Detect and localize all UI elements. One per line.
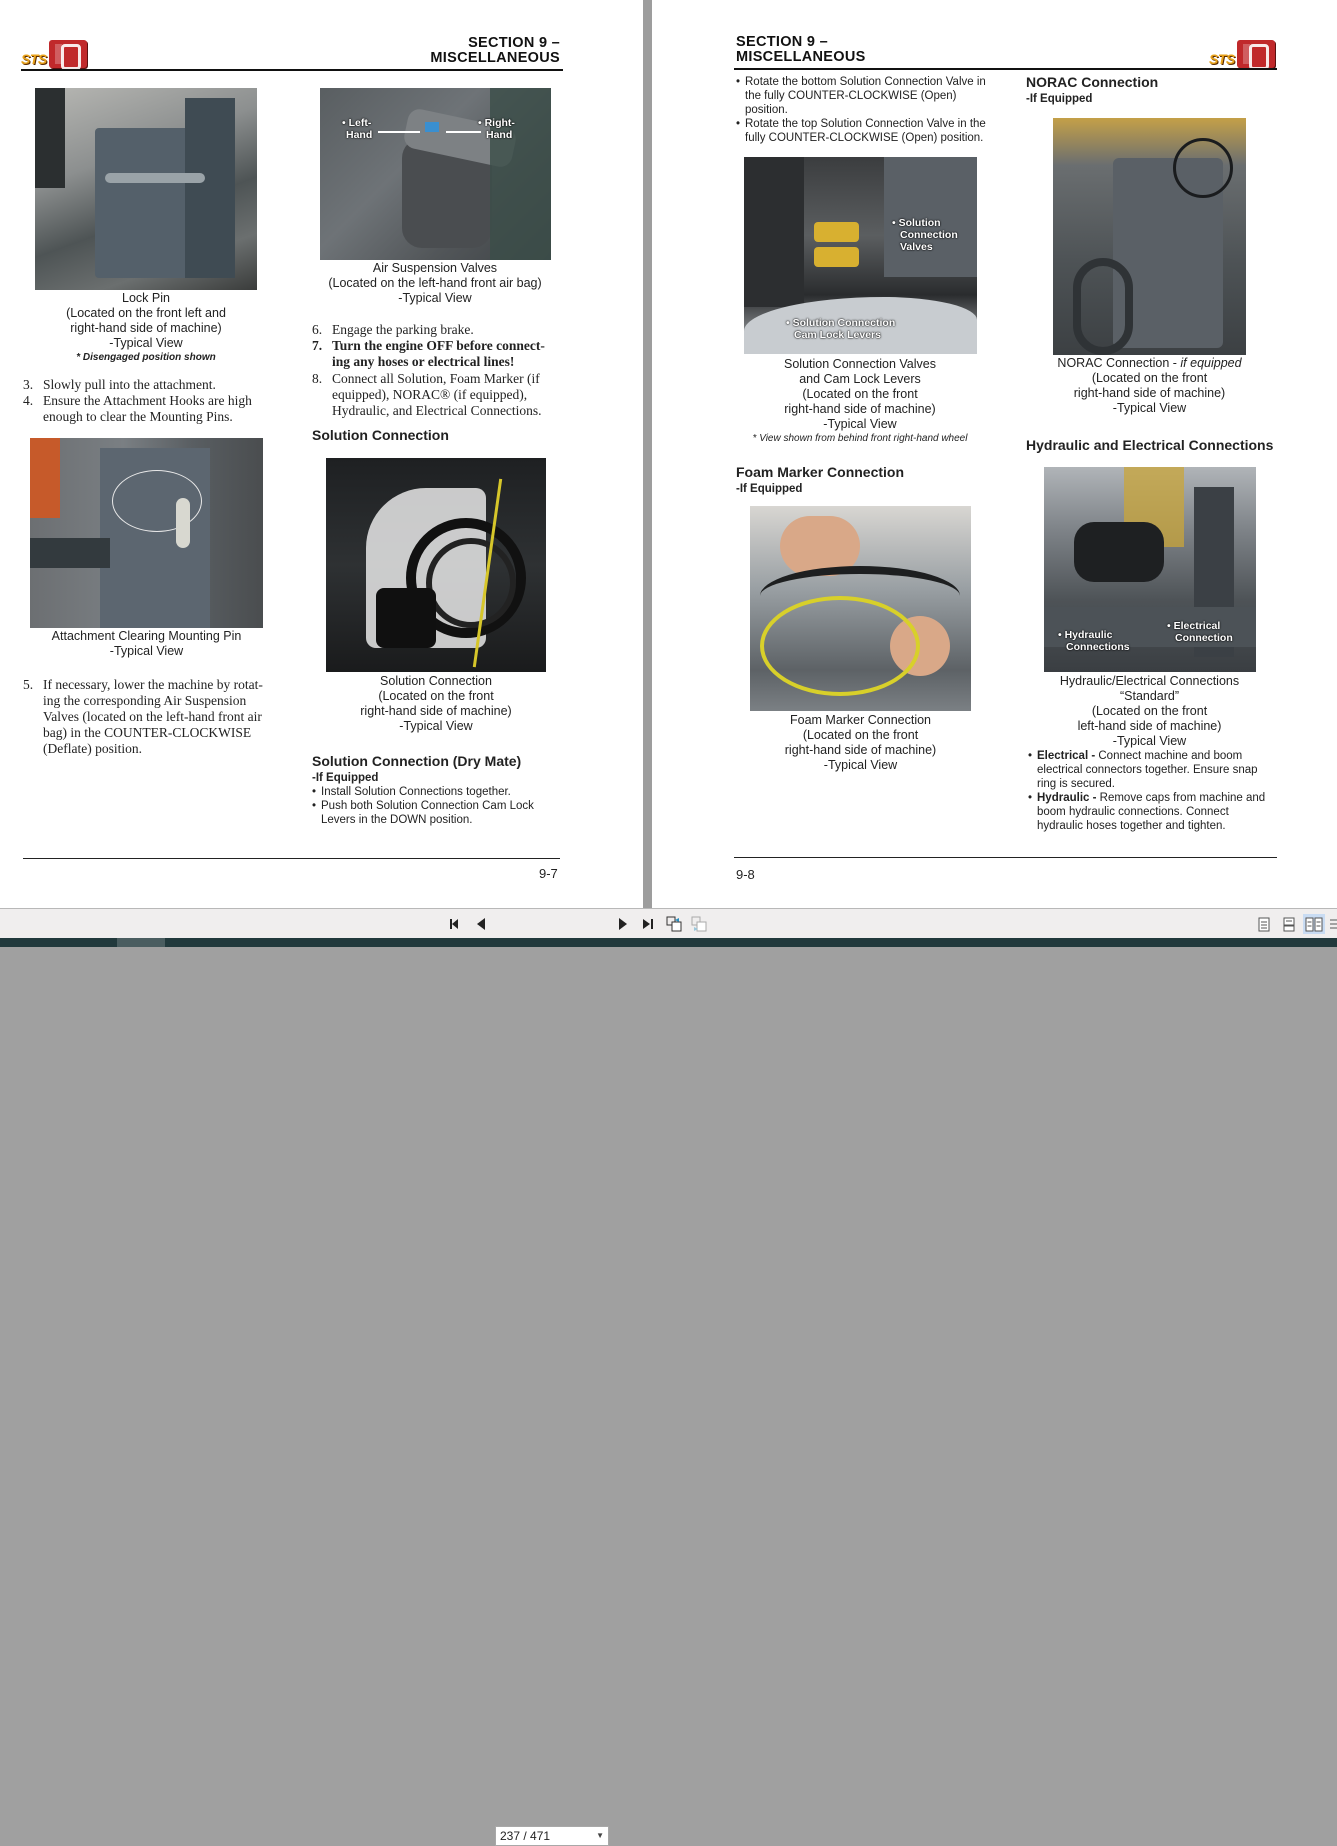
heading-norac: NORAC Connection — [1026, 74, 1159, 90]
step-3: 3. Slowly pull into the attachment. — [23, 377, 216, 392]
valve-rotation-bullets: • Rotate the bottom Solution Connection Valve in the fully COUNTER-CLOCKWISE (Open) position. • Rotate the top Solution Connection Valve in the fully COUNTER-CLOCKWISE (Open) position. — [736, 75, 986, 145]
heading-foam-marker: Foam Marker Connection — [736, 464, 905, 480]
first-page-icon — [449, 917, 463, 931]
taskbar-active-item[interactable] — [117, 938, 165, 947]
footer-rule — [23, 858, 560, 859]
cam-lock-levers-label: • Solution Connection Cam Lock Levers — [786, 317, 896, 341]
go-forward-view-button[interactable] — [690, 915, 708, 933]
viewer-toolbar — [0, 908, 1337, 1843]
hydraulic-electrical-bullets: • Electrical - Connect machine and boom electrical connectors together. Ensure snap ring is secured. • Hydraulic - Remove caps from machine and boom hydraulic connections. Connect hydraulic hoses together and tighten. — [1028, 749, 1273, 833]
right-hand-label: • Right- Hand — [478, 117, 515, 141]
lock-pin-photo — [35, 88, 257, 290]
attachment-clearing-caption: Attachment Clearing Mounting Pin -Typical View — [51, 629, 242, 658]
hydraulic-electrical-caption: Hydraulic/Electrical Connections “Standard” (Located on the front left-hand side of machine) -Typical View — [1059, 674, 1240, 748]
facing-pages-icon — [1305, 917, 1323, 932]
last-page-icon — [640, 917, 654, 931]
more-view-modes[interactable] — [1328, 914, 1337, 934]
forward-view-icon — [691, 916, 707, 932]
single-page-view-button[interactable] — [1253, 914, 1275, 934]
foam-marker-photo — [750, 506, 971, 711]
page-9-7 — [0, 0, 643, 908]
left-hand-label: • Left- Hand — [342, 117, 373, 141]
foam-if-equipped: -If Equipped — [736, 483, 803, 495]
page-number: 9-7 — [539, 866, 558, 881]
lock-pin-caption: Lock Pin (Located on the front left and right-hand side of machine) -Typical View * Disengaged position shown — [66, 291, 226, 363]
section-title: SECTION 9 – MISCELLANEOUS — [736, 34, 866, 65]
hydraulic-connections-label: • Hydraulic Connections — [1058, 629, 1130, 653]
taskbar — [0, 938, 1337, 947]
norac-caption: NORAC Connection - if equipped (Located on the front right-hand side of machine) -Typical View — [1057, 356, 1242, 415]
solution-connection-photo — [326, 458, 546, 672]
heading-solution-connection: Solution Connection — [312, 427, 449, 443]
air-suspension-photo — [320, 88, 551, 260]
facing-view-button[interactable] — [1303, 914, 1325, 934]
header-rule — [21, 69, 563, 71]
foam-marker-caption: Foam Marker Connection (Located on the front right-hand side of machine) -Typical View — [784, 713, 937, 772]
next-page-icon — [617, 917, 629, 931]
step-5: 5. If necessary, lower the machine by rotat- ing the corresponding Air Suspension Valves (located on the left-hand front air bag) in the COUNTER-CLOCKWISE (Deflate) position. — [23, 677, 263, 756]
prev-page-icon — [475, 917, 487, 931]
first-page-button[interactable] — [447, 915, 465, 933]
norac-if-equipped: -If Equipped — [1026, 93, 1093, 105]
heading-dry-mate: Solution Connection (Dry Mate) — [312, 753, 522, 769]
hydraulic-electrical-photo — [1044, 467, 1256, 672]
prev-page-button[interactable] — [472, 915, 490, 933]
heading-hydraulic-electrical: Hydraulic and Electrical Connections — [1026, 437, 1274, 453]
more-view-icon — [1328, 917, 1337, 932]
continuous-page-icon — [1283, 917, 1295, 932]
header-rule — [734, 68, 1277, 70]
dry-mate-if-equipped: -If Equipped — [312, 772, 379, 784]
footer-rule — [734, 857, 1277, 858]
attachment-clearing-photo — [30, 438, 263, 628]
solution-connection-valves-label: • Solution Connection Valves — [892, 217, 958, 253]
solution-valves-caption: Solution Connection Valves and Cam Lock Levers (Located on the front right-hand side of machine) -Typical View * View shown from behind front right-hand wheel — [752, 357, 968, 444]
sts10-logo: STS — [1209, 40, 1275, 70]
solution-connection-caption: Solution Connection (Located on the front right-hand side of machine) -Typical View — [360, 674, 512, 733]
go-back-view-button[interactable] — [665, 915, 683, 933]
air-suspension-caption: Air Suspension Valves (Located on the left-hand front air bag) -Typical View — [328, 261, 542, 305]
dry-mate-bullets: • Install Solution Connections together. • Push both Solution Connection Cam Lock Levers in the DOWN position. — [312, 785, 552, 827]
next-page-button[interactable] — [614, 915, 632, 933]
continuous-view-button[interactable] — [1278, 914, 1300, 934]
step-4: 4. Ensure the Attachment Hooks are high enough to clear the Mounting Pins. — [23, 393, 252, 424]
page-9-8 — [652, 0, 1337, 908]
page-number-input[interactable]: 237 / 471 ▼ — [495, 1826, 609, 1846]
solution-valves-photo — [744, 157, 977, 354]
back-view-icon — [666, 916, 682, 932]
last-page-button[interactable] — [638, 915, 656, 933]
step-6: 6. Engage the parking brake. — [312, 322, 474, 337]
section-title: SECTION 9 – MISCELLANEOUS — [430, 35, 560, 66]
single-page-icon — [1258, 917, 1270, 932]
document-viewer — [0, 0, 1337, 908]
page-dropdown-icon[interactable]: ▼ — [596, 1831, 604, 1840]
electrical-connection-label: • Electrical Connection — [1167, 620, 1233, 644]
sts10-logo: STS — [21, 40, 87, 70]
norac-photo — [1053, 118, 1246, 355]
step-8: 8. Connect all Solution, Foam Marker (if equipped), NORAC® (if equipped), Hydraulic, and Electrical Connections. — [312, 371, 542, 418]
step-7-warning: 7. Turn the engine OFF before connect- ing any hoses or electrical lines! — [312, 338, 545, 369]
page-number: 9-8 — [736, 867, 755, 882]
